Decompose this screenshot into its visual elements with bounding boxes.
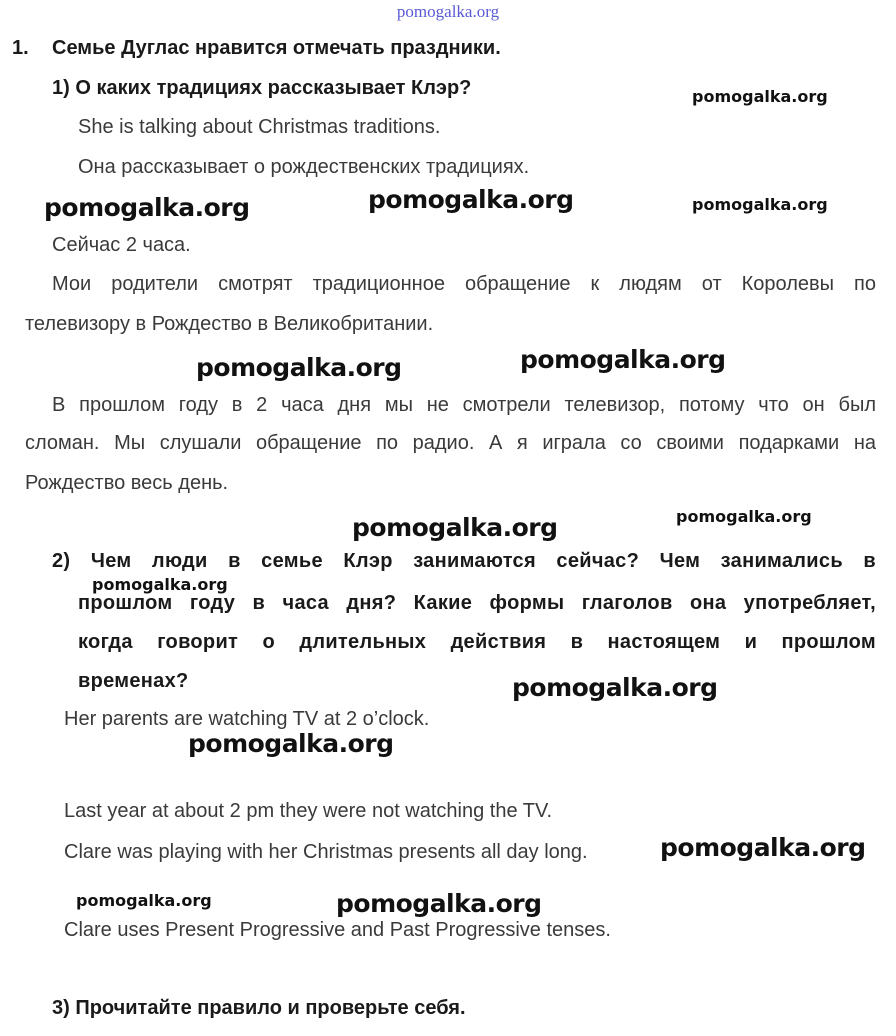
watermark: pomogalka.org: [692, 87, 828, 106]
answer-2-d: Clare uses Present Progressive and Past Progressive tenses.: [64, 919, 611, 941]
paragraph-3-line-3: Рождество весь день.: [25, 472, 229, 494]
exercise-number: 1.: [12, 37, 29, 59]
exercise-title: Семье Дуглас нравится отмечать праздники.: [52, 37, 501, 59]
question-2-line-4: временах?: [78, 670, 189, 692]
watermark: pomogalka.org: [196, 353, 402, 382]
question-1: 1) О каких традициях рассказывает Клэр?: [52, 77, 472, 99]
question-2-line-3: когда говорит о длительных действия в настоящем и прошлом: [78, 631, 876, 653]
watermark: pomogalka.org: [44, 193, 250, 222]
answer-2-b: Last year at about 2 pm they were not watching the TV.: [64, 800, 553, 822]
watermark: pomogalka.org: [336, 889, 542, 918]
watermark: pomogalka.org: [188, 729, 394, 758]
paragraph-3-line-2: сломан. Мы слушали обращение по радио. А я играла со своими подарками на: [25, 432, 876, 454]
watermark: pomogalka.org: [692, 195, 828, 214]
answer-1-ru: Она рассказывает о рождественских традициях.: [78, 156, 530, 178]
watermark: pomogalka.org: [92, 575, 228, 594]
watermark: pomogalka.org: [660, 833, 866, 862]
watermark: pomogalka.org: [76, 891, 212, 910]
top-watermark: pomogalka.org: [396, 2, 500, 21]
watermark: pomogalka.org: [352, 513, 558, 542]
watermark: pomogalka.org: [676, 507, 812, 526]
question-2-line-1: 2) Чем люди в семье Клэр занимаются сейчас? Чем занимались в: [52, 550, 876, 572]
answer-1-en: She is talking about Christmas traditions.: [78, 116, 441, 138]
paragraph-3-line-1: В прошлом году в 2 часа дня мы не смотрели телевизор, потому что он был: [52, 394, 876, 416]
question-2-line-2: прошлом году в часа дня? Какие формы глаголов она употребляет,: [78, 592, 876, 614]
answer-2-c: Clare was playing with her Christmas presents all day long.: [64, 841, 588, 863]
paragraph-2-line-1: Мои родители смотрят традиционное обращение к людям от Королевы по: [52, 273, 876, 295]
question-3: 3) Прочитайте правило и проверьте себя.: [52, 997, 466, 1019]
watermark: pomogalka.org: [368, 185, 574, 214]
watermark: pomogalka.org: [512, 673, 718, 702]
watermark: pomogalka.org: [520, 345, 726, 374]
paragraph-2-line-2: телевизору в Рождество в Великобритании.: [25, 313, 434, 335]
paragraph-1: Сейчас 2 часа.: [52, 234, 191, 256]
answer-2-a: Her parents are watching TV at 2 o’clock.: [64, 708, 430, 730]
